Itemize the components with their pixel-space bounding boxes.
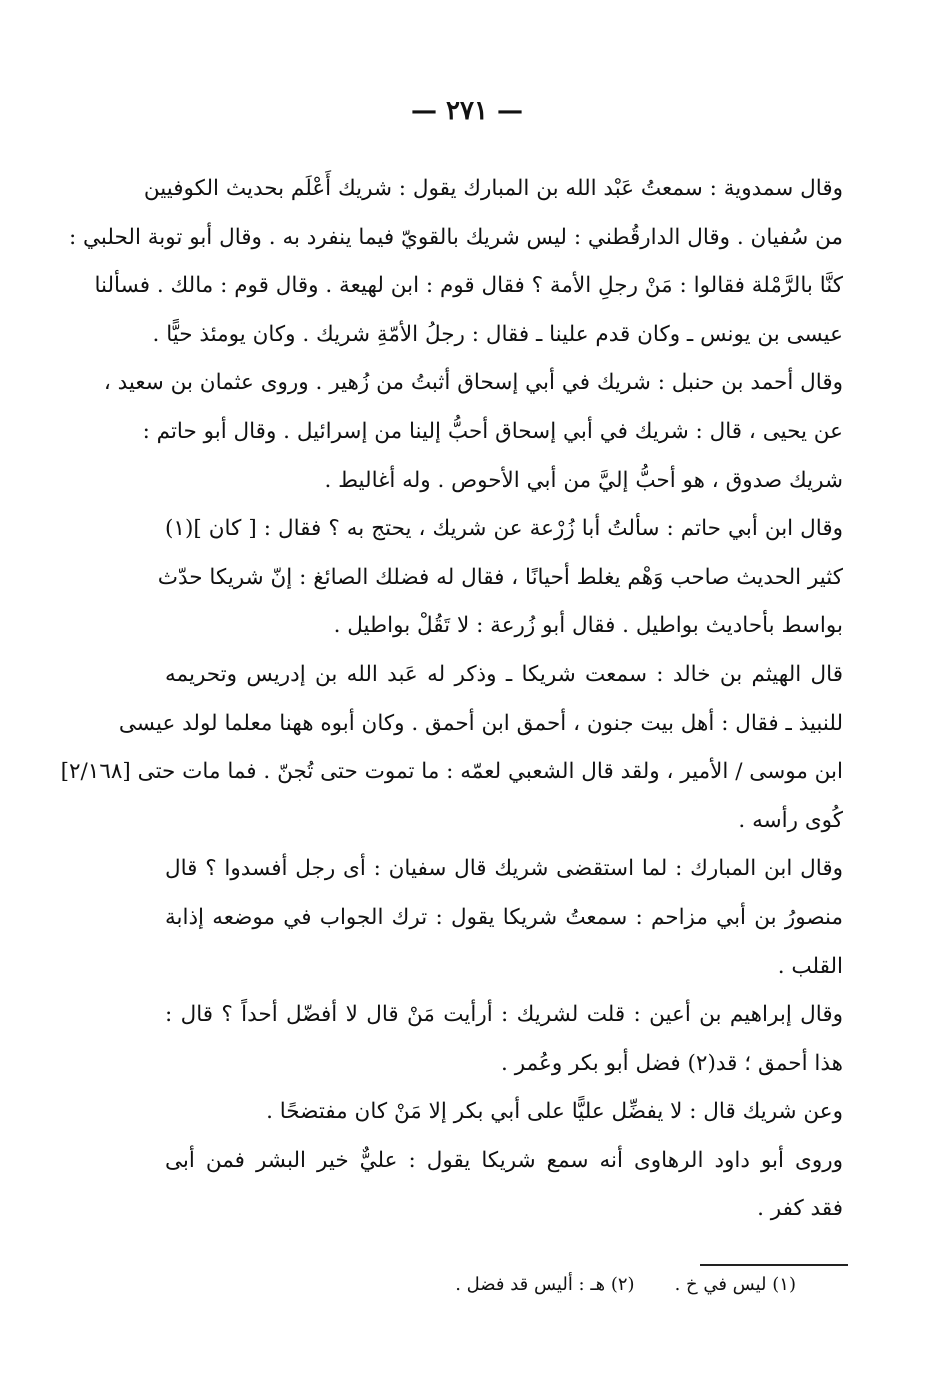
text-line: هذا أحمق ؛ قد(٢) فضل أبو بكر وعُمر . (501, 1050, 843, 1076)
page-number: — ٢٧١ — (410, 96, 524, 126)
text-line: منصورُ بن أبي مزاحم : سمعتُ شريكا يقول : ترك الجواب في موضعه إذابة (165, 904, 843, 930)
text-line: ابن موسى / الأمير ، ولقد قال الشعبي لعمّه : ما تموت حتى تُجنّ . فما مات حتى [٢/١٦٨] (60, 759, 843, 785)
text-line: وعن شريك قال : لا يفضِّل عليًّا على أبي بكر إلا مَنْ كان مفتضحًا . (266, 1099, 843, 1125)
text-line: شريك صدوق ، هو أحبُّ إليَّ من أبي الأحوص . وله أغاليط . (324, 467, 843, 493)
text-line: وقال ابن أبي حاتم : سألتُ أبا زُرْعة عن شريك ، يحتج به ؟ فقال : [ كان ](١) (165, 516, 843, 542)
main-text (60, 165, 843, 1234)
text-line: القلب . (777, 953, 843, 979)
text-line: وروى أبو داود الرهاوى أنه سمع شريكا يقول : عليٌّ خير البشر فمن أبى (165, 1147, 843, 1173)
text-line: فقد كفر . (757, 1196, 843, 1222)
footnotes (400, 1274, 796, 1295)
text-line: قال الهيثم بن خالد : سمعت شريكا ـ وذكر له عَبد الله بن إدريس وتحريمه (165, 661, 843, 687)
text-line: وقال إبراهيم بن أعين : قلت لشريك : أرأيت مَنْ قال لا أفضّل أحداً ؟ قال : (165, 1002, 843, 1028)
footnote: (١) ليس في خ . (674, 1274, 796, 1295)
text-line: كثير الحديث صاحب وَهْم يغلط أحيانًا ، فقال له فضلك الصائغ : إنّ شريكا حدّث (157, 564, 843, 590)
footnote-divider (700, 1264, 848, 1266)
text-line: بواسط بأحاديث بواطيل . فقال أبو زُرعة : لا تَقُلْ بواطيل . (333, 613, 843, 639)
text-line: من سُفيان . وقال الدارقُطني : ليس شريك بالقويّ فيما ينفرد به . وقال أبو توبة الحلبي : (68, 224, 843, 250)
text-line: للنبيذ ـ فقال : أهل بيت جنون ، أحمق ابن أحمق . وكان أبوه ههنا معلما لولد عيسى (118, 710, 843, 736)
footnote: (٢) هـ : أليس قد فضل . (455, 1274, 635, 1295)
text-line: عن يحيى ، قال : شريك في أبي إسحاق أحبُّ إلينا من إسرائيل . وقال أبو حاتم : (142, 418, 843, 444)
text-line: وقال ابن المبارك : لما استقضى شريك قال سفيان : أى رجل أفسدوا ؟ قال (165, 856, 843, 882)
text-line: وقال أحمد بن حنبل : شريك في أبي إسحاق أثبتُ من زُهير . وروى عثمان بن سعيد ، (103, 370, 843, 396)
text-line: وقال سمدوية : سمعتُ عَبْد الله بن المبارك يقول : شريك أَعْلَم بحديث الكوفيين (143, 176, 843, 201)
text-line: عيسى بن يونس ـ وكان قدم علينا ـ فقال : رجلُ الأمّةِ شريك . وكان يومئذ حيًّا . (152, 321, 843, 347)
text-line: كُوى رأسه . (738, 807, 843, 833)
text-line: كنَّا بالرَّمْلة فقالوا : مَنْ رجلِ الأمة ؟ فقال قوم : ابن لهيعة . وقال قوم : مالك . فسألنا (94, 273, 843, 299)
